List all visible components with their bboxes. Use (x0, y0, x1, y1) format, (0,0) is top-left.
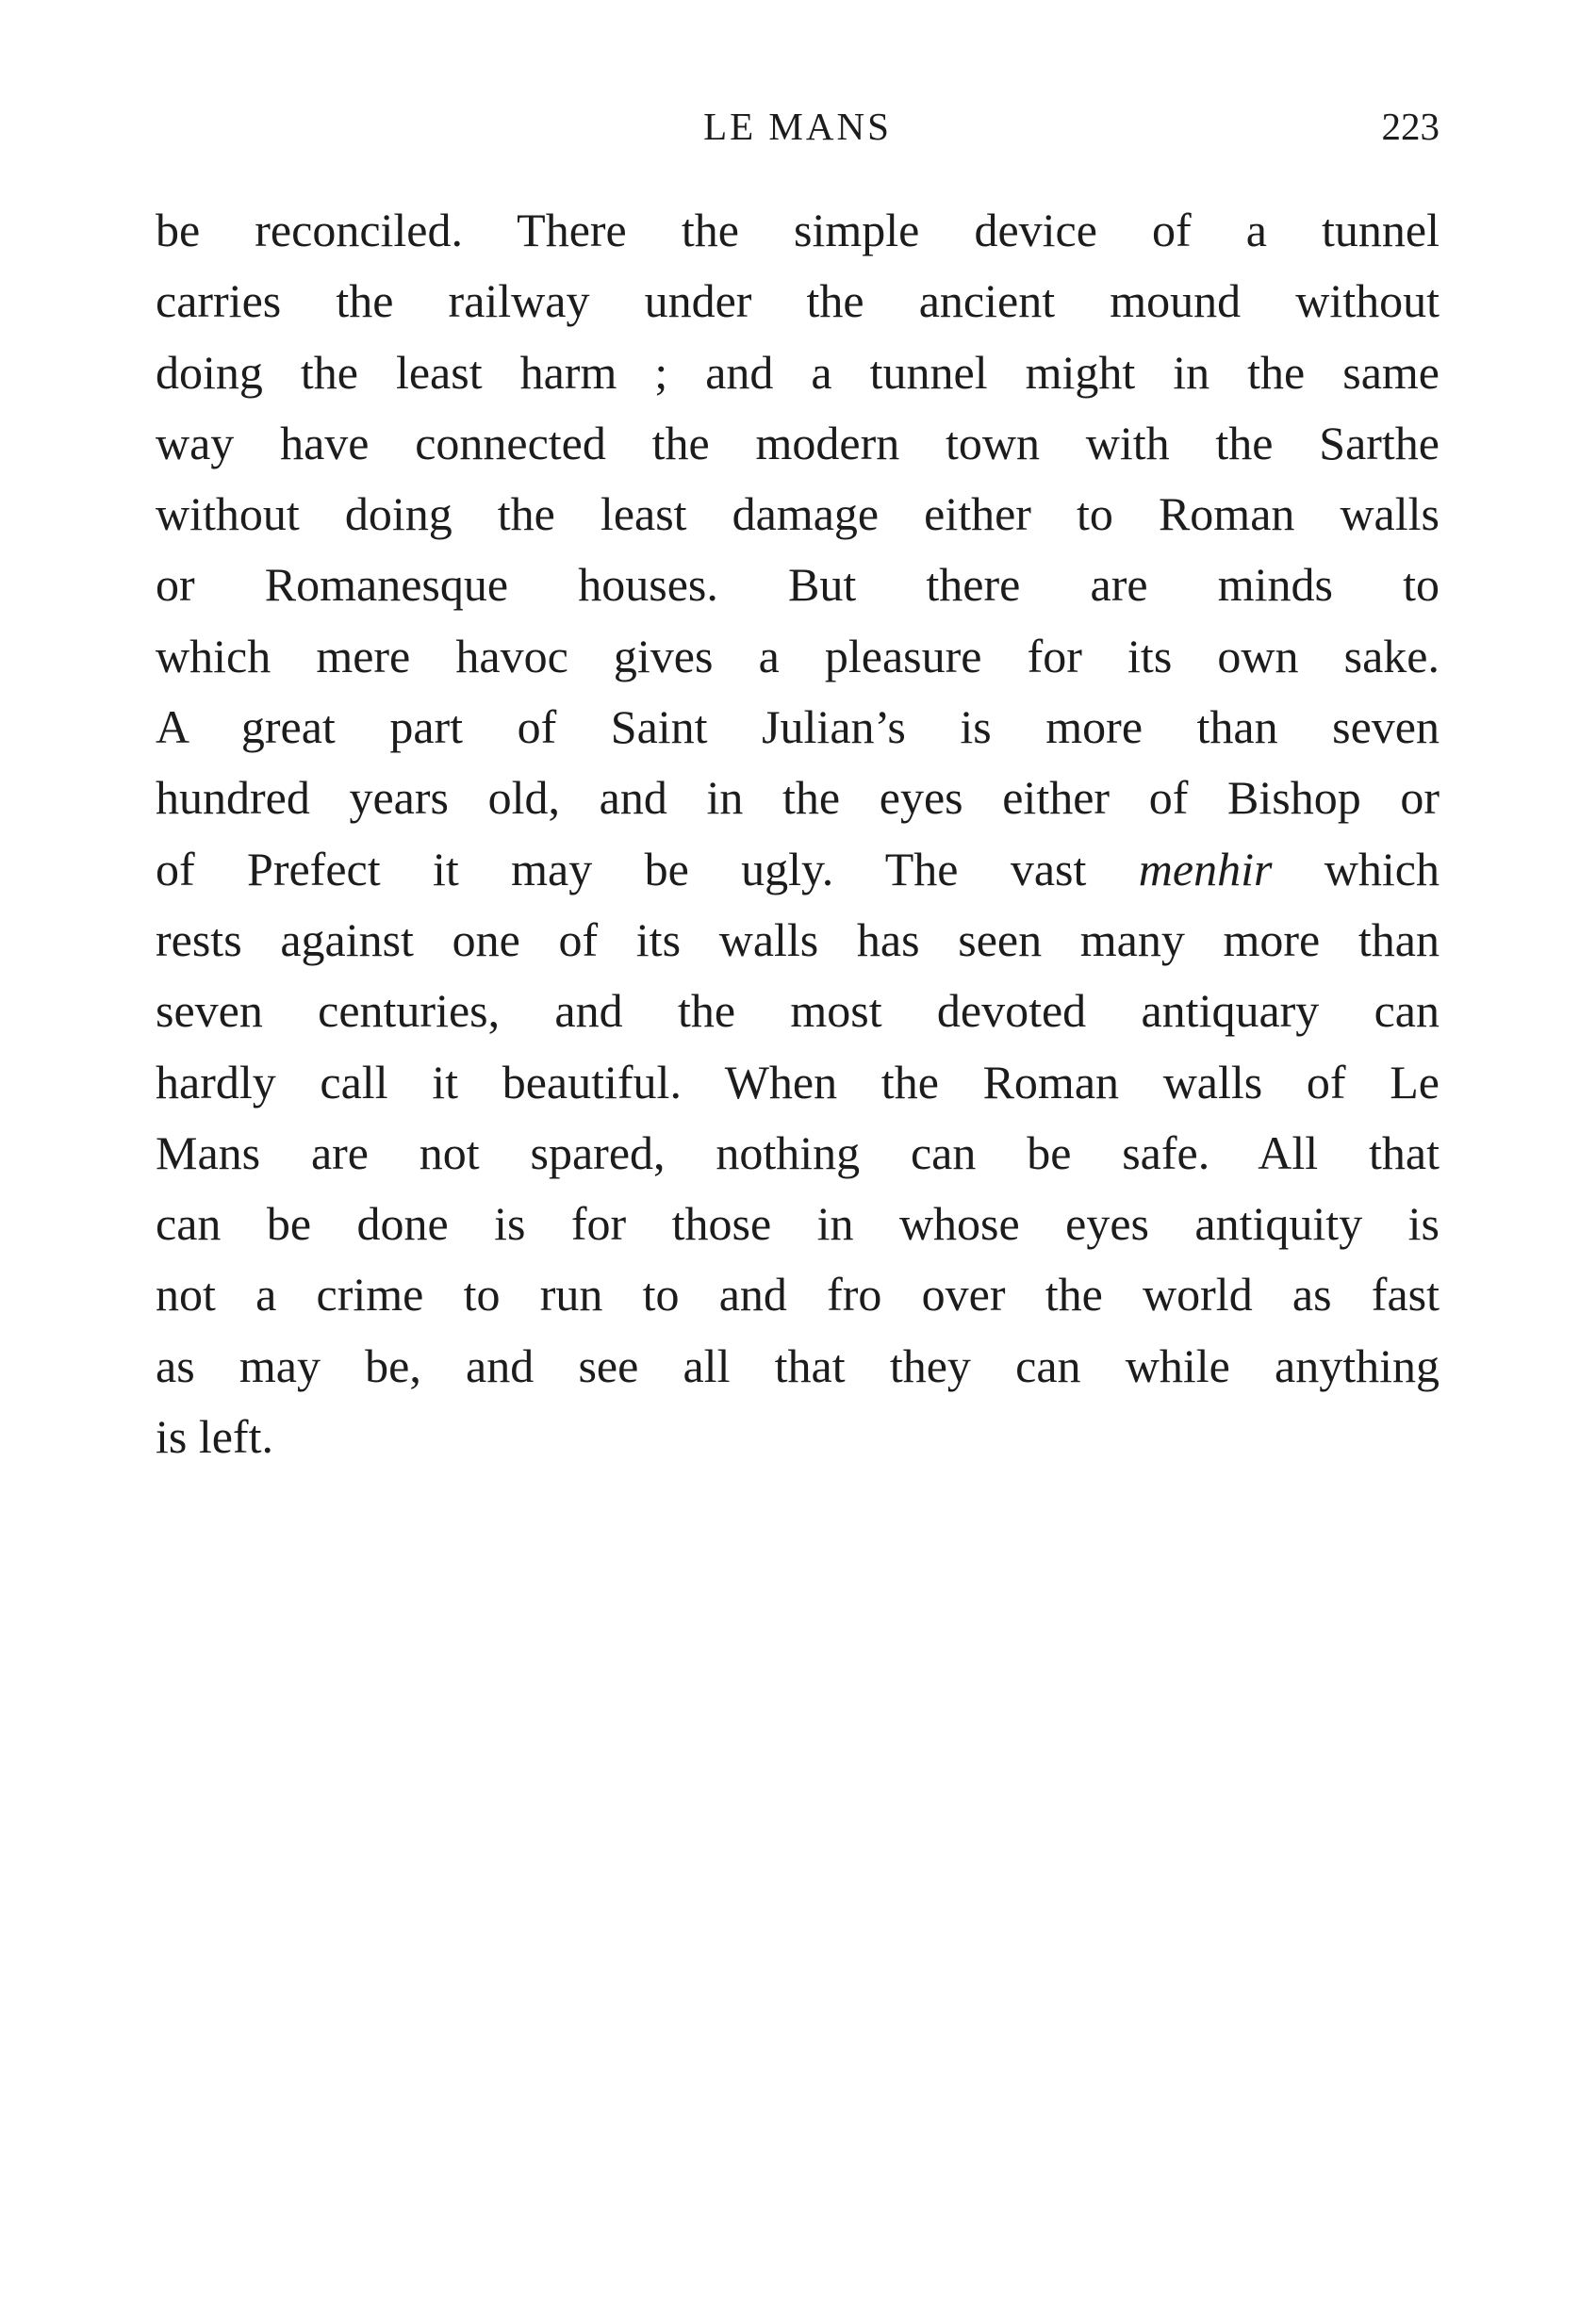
text-line-10-start: of Prefect it may be ugly. The vast (156, 842, 1139, 895)
text-line-6: or Romanesque houses. But there are minds to (156, 558, 1440, 612)
text-line-2: carries the railway under the ancient mound without (156, 274, 1440, 328)
italic-word-menhir: menhir (1138, 842, 1273, 895)
text-line-9: hundred years old, and in the eyes either of Bishop or (156, 771, 1440, 825)
text-line-18: is left. (156, 1410, 273, 1464)
text-line-5: without doing the least damage either to Roman walls (156, 487, 1440, 541)
text-line-17: as may be, and see all that they can while anything (156, 1338, 1440, 1392)
text-line-15: can be done is for those in whose eyes antiquity is (156, 1197, 1440, 1251)
running-head (156, 98, 1440, 155)
text-line-1: be reconciled. There the simple device of a tunnel (156, 204, 1440, 256)
body-paragraph (156, 195, 1440, 1472)
text-line-3: doing the least harm ; and a tunnel might in the same (156, 345, 1440, 399)
text-line-13: hardly call it beautiful. When the Roman walls of Le (156, 1055, 1440, 1108)
text-line-10-end: which (1272, 842, 1440, 895)
running-title: LE MANS (703, 105, 892, 148)
text-line-12: seven centuries, and the most devoted antiquary can (156, 984, 1440, 1038)
text-line-4: way have connected the modern town with the Sarthe (156, 416, 1440, 469)
text-line-7: which mere havoc gives a pleasure for its own sake. (156, 629, 1440, 682)
text-line-14: Mans are not spared, nothing can be safe. All that (156, 1125, 1440, 1179)
text-line-10 (156, 834, 1440, 905)
page-number: 223 (1381, 105, 1440, 148)
text-line-16: not a crime to run to and fro over the world as fast (156, 1268, 1440, 1322)
text-line-8: A great part of Saint Julian’s is more than seven (156, 700, 1440, 754)
text-line-11: rests against one of its walls has seen many more than (156, 912, 1440, 966)
